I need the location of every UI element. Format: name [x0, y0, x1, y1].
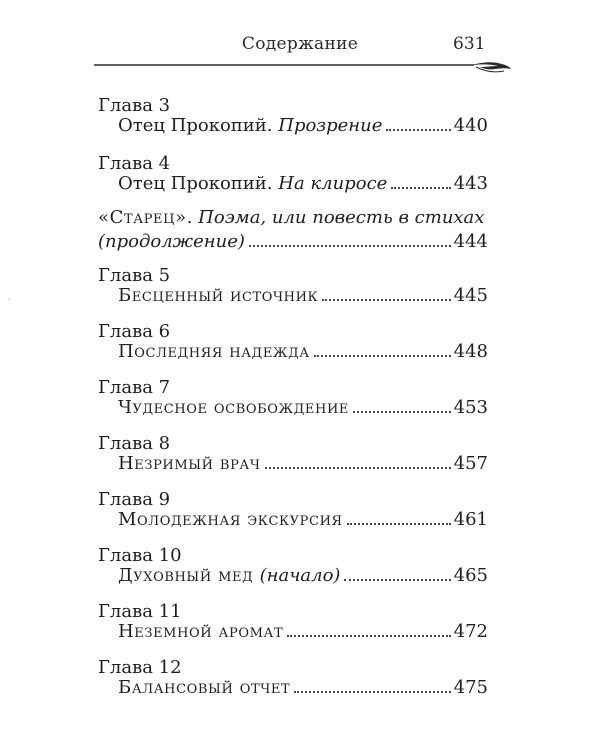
- entry-page: 472: [453, 621, 488, 642]
- toc-entry: [118, 172, 488, 196]
- chapter-label: Глава 10: [98, 545, 182, 566]
- chapter-label: Глава 11: [98, 601, 182, 622]
- dot-leader: [386, 129, 450, 131]
- entry-title: Молодежная экскурсия: [118, 509, 343, 530]
- entry-page: 444: [453, 231, 488, 252]
- entry-title: (продолжение): [98, 231, 245, 252]
- toc-entry: [118, 452, 488, 476]
- entry-page: 461: [453, 509, 488, 530]
- entry-page: 475: [453, 677, 488, 698]
- entry-title: Отец Прокопий. Прозрение: [118, 115, 383, 136]
- chapter-label: Глава 9: [98, 489, 171, 510]
- toc-entry: [118, 620, 488, 644]
- toc-entry: [98, 230, 488, 254]
- dot-leader: [322, 299, 450, 301]
- entry-page: 453: [453, 397, 488, 418]
- page-number: 631: [453, 34, 486, 54]
- chapter-label: Глава 3: [98, 95, 171, 116]
- dot-leader: [314, 355, 451, 357]
- entry-page: 457: [453, 453, 488, 474]
- chapter-label: Глава 4: [98, 153, 171, 174]
- running-title: Содержание: [241, 34, 359, 54]
- dot-leader: [344, 579, 450, 581]
- entry-title: Бесценный источник: [118, 285, 319, 306]
- entry-title: Последняя надежда: [118, 341, 310, 362]
- toc-entry: [118, 114, 488, 138]
- toc-entry: [118, 396, 488, 420]
- entry-page: 465: [453, 565, 488, 586]
- entry-title: Балансовый отчет: [118, 677, 291, 698]
- entry-title: Отец Прокопий. На клиросе: [118, 173, 388, 194]
- entry-title: Незримый врач: [118, 453, 261, 474]
- toc-entry: [118, 508, 488, 532]
- toc-entry: [118, 564, 488, 588]
- dot-leader: [265, 467, 451, 469]
- chapter-label: Глава 7: [98, 377, 171, 398]
- entry-page: 445: [453, 285, 488, 306]
- toc-entry: [118, 340, 488, 364]
- entry-page: 443: [453, 173, 488, 194]
- dot-leader: [353, 411, 451, 413]
- chapter-label: Глава 6: [98, 321, 171, 342]
- dot-leader: [347, 523, 451, 525]
- dot-leader: [249, 245, 451, 247]
- toc-entry: [118, 676, 488, 700]
- entry-title: Неземной аромат: [118, 621, 284, 642]
- entry-page: 440: [453, 115, 488, 136]
- chapter-label: Глава 8: [98, 433, 171, 454]
- toc-entry: [118, 284, 488, 308]
- dot-leader: [294, 691, 450, 693]
- section-title-line: «Старец». Поэма, или повесть в стихах: [98, 207, 485, 228]
- dot-leader: [391, 187, 450, 189]
- chapter-label: Глава 12: [98, 657, 182, 678]
- entry-page: 448: [453, 341, 488, 362]
- entry-title: Духовный мед (начало): [118, 565, 341, 586]
- dot-leader: [287, 635, 450, 637]
- chapter-label: Глава 5: [98, 265, 171, 286]
- entry-title: Чудесное освобождение: [118, 397, 349, 418]
